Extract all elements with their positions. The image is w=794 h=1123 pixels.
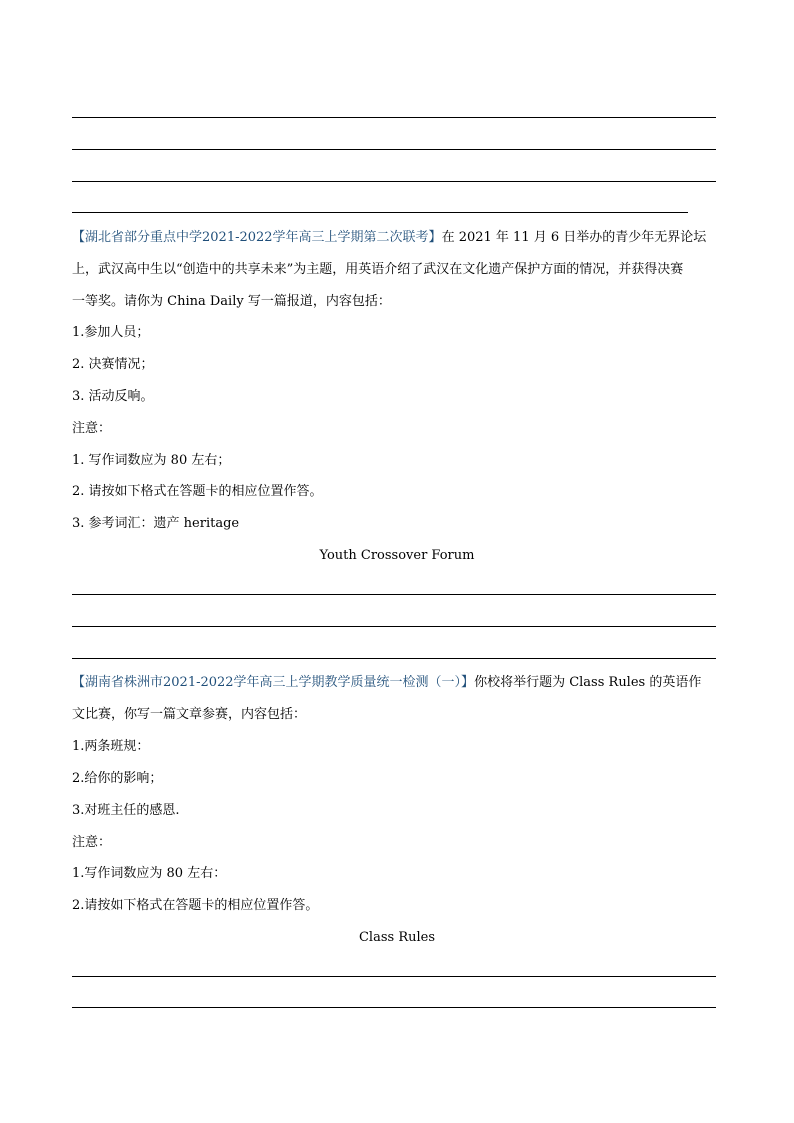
section1-intro-line1 bbox=[72, 228, 722, 248]
section2-notes-label: 注意： bbox=[72, 835, 112, 850]
answer-line bbox=[72, 976, 716, 977]
section1-intro-line3: 一等奖。请你为 China Daily 写一篇报道，内容包括： bbox=[72, 294, 391, 309]
answer-line bbox=[72, 658, 716, 659]
section2-point: 3.对班主任的感恩. bbox=[72, 803, 180, 818]
section2-point: 2.给你的影响； bbox=[72, 771, 163, 786]
section1-point: 3. 活动反响。 bbox=[72, 389, 154, 404]
answer-line bbox=[72, 594, 716, 595]
section1-point: 1.参加人员； bbox=[72, 325, 150, 340]
section1-source: 【湖北省部分重点中学2021-2022学年高三上学期第二次联考】 bbox=[72, 230, 442, 245]
answer-line bbox=[72, 1007, 716, 1008]
section1-point: 2. 决赛情况； bbox=[72, 357, 154, 372]
section2-point: 1.两条班规： bbox=[72, 739, 150, 754]
section2-intro-line1 bbox=[72, 673, 722, 693]
section2-intro-line2: 文比赛，你写一篇文章参赛，内容包括： bbox=[72, 707, 307, 722]
section1-note: 2. 请按如下格式在答题卡的相应位置作答。 bbox=[72, 484, 323, 499]
section2-note: 1.写作词数应为 80 左右： bbox=[72, 866, 227, 881]
section1-heading: Youth Crossover Forum bbox=[319, 548, 475, 563]
answer-line bbox=[72, 117, 716, 118]
section2-note: 2.请按如下格式在答题卡的相应位置作答。 bbox=[72, 898, 319, 913]
answer-line bbox=[72, 626, 716, 627]
answer-line bbox=[72, 181, 716, 182]
section2-heading: Class Rules bbox=[358, 930, 435, 945]
section2-source: 【湖南省株洲市2021-2022学年高三上学期教学质量统一检测（一）】 bbox=[72, 675, 475, 690]
section1-intro-line2: 上，武汉高中生以“创造中的共享未来”为主题，用英语介绍了武汉在文化遗产保护方面的情况，并获得决赛 bbox=[72, 262, 684, 277]
answer-line bbox=[72, 149, 716, 150]
section1-intro-text: 在 2021 年 11 月 6 日举办的青少年无界论坛 bbox=[441, 230, 707, 245]
section1-note: 1. 写作词数应为 80 左右； bbox=[72, 453, 231, 468]
section1-notes-label: 注意： bbox=[72, 421, 112, 436]
section2-intro-text: 你校将举行题为 Class Rules 的英语作 bbox=[474, 675, 702, 690]
section1-note: 3. 参考词汇：遗产 heritage bbox=[72, 516, 240, 531]
answer-line bbox=[72, 212, 688, 213]
